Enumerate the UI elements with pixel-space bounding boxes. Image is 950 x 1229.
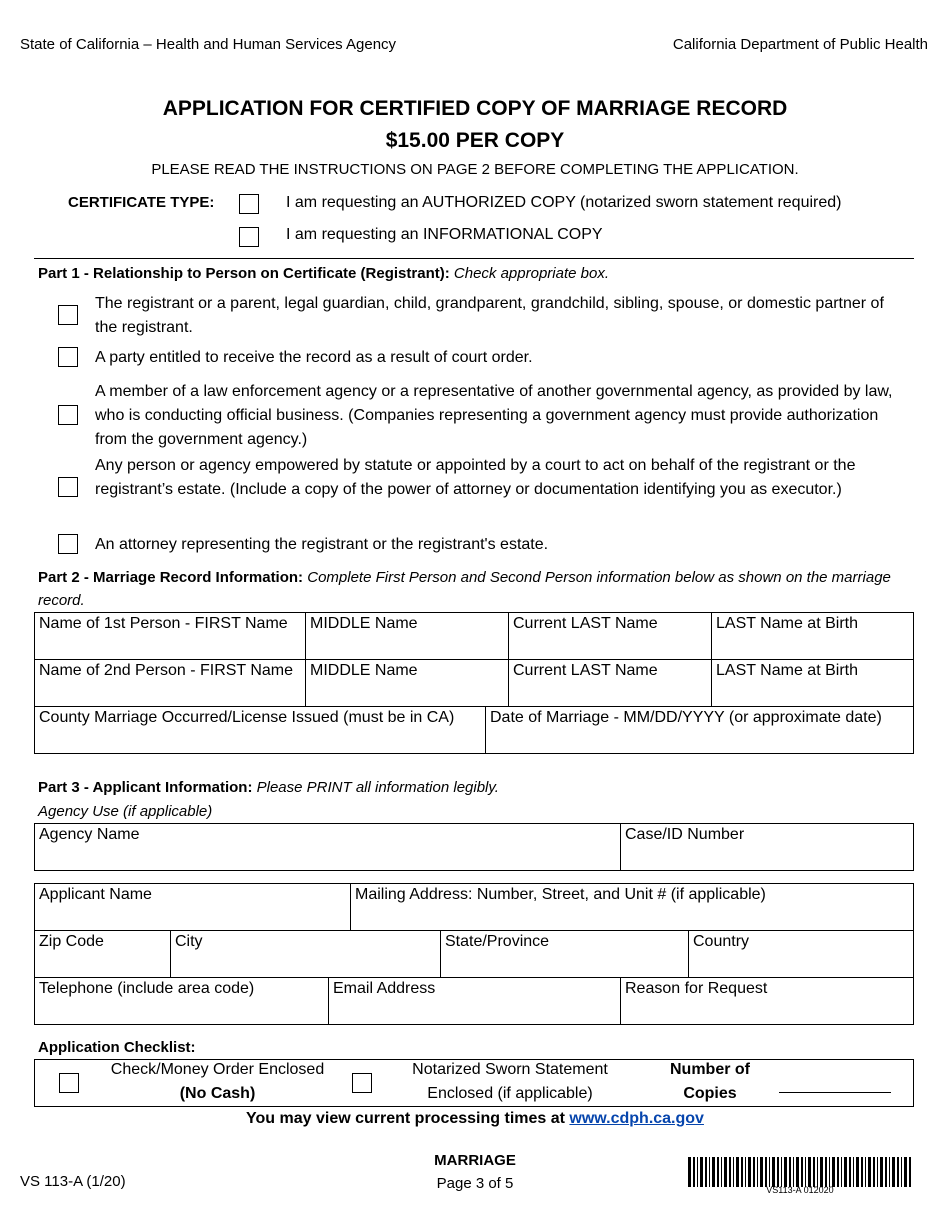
barcode-bar: [709, 1157, 710, 1187]
person2-first-name-field[interactable]: Name of 2nd Person - FIRST Name: [39, 662, 294, 679]
barcode-bar: [820, 1157, 823, 1187]
sworn-statement-checkbox[interactable]: [352, 1073, 372, 1093]
form-instructions: PLEASE READ THE INSTRUCTIONS ON PAGE 2 BEFORE COMPLETING THE APPLICATION.: [151, 161, 799, 178]
barcode-bar: [793, 1157, 794, 1187]
header-department: California Department of Public Health: [672, 36, 928, 53]
barcode-bar: [721, 1157, 722, 1187]
form-title: APPLICATION FOR CERTIFIED COPY OF MARRIAGE RECORD: [162, 97, 788, 120]
marriage-county-field[interactable]: County Marriage Occurred/License Issued (must be in CA): [39, 709, 455, 726]
barcode-bar: [697, 1157, 698, 1187]
barcode-bar: [733, 1157, 734, 1187]
barcode-bar: [904, 1157, 907, 1187]
barcode-bar: [777, 1157, 779, 1187]
part1-title: Part 1 - Relationship to Person on Certificate (Registrant):: [38, 265, 450, 282]
barcode-bar: [829, 1157, 830, 1187]
check-money-order-label: Check/Money Order Enclosed: [110, 1061, 325, 1078]
copies-label: Copies: [683, 1085, 737, 1102]
number-of-copies-input[interactable]: [779, 1092, 891, 1093]
checklist-heading: Application Checklist:: [38, 1039, 196, 1056]
part1-option-1: The registrant or a parent, legal guardian, child, grandparent, grandchild, sibling, spouse, or domestic partner of the registrant.: [95, 295, 884, 336]
person2-middle-name-field[interactable]: MIDDLE Name: [310, 662, 418, 679]
barcode-bar: [717, 1157, 719, 1187]
barcode-bar: [832, 1157, 835, 1187]
zip-code-field[interactable]: Zip Code: [39, 933, 104, 950]
country-field[interactable]: Country: [693, 933, 750, 950]
barcode-bar: [813, 1157, 815, 1187]
barcode-bars: [688, 1157, 912, 1187]
person1-first-name-field[interactable]: Name of 1st Person - FIRST Name: [39, 615, 288, 632]
barcode-bar: [724, 1157, 727, 1187]
barcode-bar: [865, 1157, 866, 1187]
marriage-record-grid: [34, 612, 914, 754]
barcode-bar: [765, 1157, 767, 1187]
barcode-bar: [741, 1157, 743, 1187]
authorized-copy-checkbox[interactable]: [239, 194, 259, 214]
barcode-bar: [856, 1157, 859, 1187]
barcode-bar: [748, 1157, 751, 1187]
person2-birth-last-name-field[interactable]: LAST Name at Birth: [716, 662, 858, 679]
footer-section: MARRIAGE: [434, 1152, 516, 1169]
person1-current-last-name-field[interactable]: Current LAST Name: [513, 615, 658, 632]
informational-copy-checkbox[interactable]: [239, 227, 259, 247]
applicant-grid: [34, 883, 914, 1025]
marriage-date-field[interactable]: Date of Marriage - MM/DD/YYYY (or approximate date): [490, 709, 882, 726]
barcode-bar: [861, 1157, 863, 1187]
barcode-bar: [700, 1157, 703, 1187]
part1-heading: [38, 265, 609, 282]
barcode-bar: [825, 1157, 827, 1187]
person1-birth-last-name-field[interactable]: LAST Name at Birth: [716, 615, 858, 632]
part1-checkbox-1[interactable]: [58, 305, 78, 325]
barcode-bar: [801, 1157, 803, 1187]
part1-checkbox-2[interactable]: [58, 347, 78, 367]
mailing-address-field[interactable]: Mailing Address: Number, Street, and Unit # (if applicable): [355, 886, 766, 903]
part1-checkbox-4[interactable]: [58, 477, 78, 497]
sworn-statement-label: Notarized Sworn Statement: [412, 1061, 608, 1078]
part1-option-2: A party entitled to receive the record as a result of court order.: [95, 349, 533, 366]
barcode-bar: [769, 1157, 770, 1187]
authorized-copy-label: I am requesting an AUTHORIZED COPY (notarized sworn statement required): [286, 194, 842, 211]
part1-checkbox-3[interactable]: [58, 405, 78, 425]
part2-heading: [38, 566, 908, 612]
footer-page-number: Page 3 of 5: [436, 1175, 514, 1192]
barcode-bar: [745, 1157, 746, 1187]
person1-middle-name-field[interactable]: MIDDLE Name: [310, 615, 418, 632]
barcode-bar: [885, 1157, 887, 1187]
barcode-bar: [880, 1157, 883, 1187]
state-province-field[interactable]: State/Province: [445, 933, 550, 950]
barcode-bar: [729, 1157, 731, 1187]
barcode-bar: [808, 1157, 811, 1187]
barcode: [688, 1157, 912, 1193]
barcode-bar: [897, 1157, 899, 1187]
person2-current-last-name-field[interactable]: Current LAST Name: [513, 662, 658, 679]
barcode-bar: [705, 1157, 707, 1187]
barcode-bar: [889, 1157, 890, 1187]
barcode-text: VS113-A 012020: [766, 1185, 834, 1195]
city-field[interactable]: City: [175, 933, 203, 950]
barcode-bar: [901, 1157, 902, 1187]
barcode-bar: [760, 1157, 763, 1187]
part1-note: Check appropriate box.: [453, 265, 609, 282]
barcode-bar: [909, 1157, 911, 1187]
barcode-bar: [712, 1157, 715, 1187]
telephone-field[interactable]: Telephone (include area code): [39, 980, 255, 997]
form-id: VS 113-A (1/20): [20, 1173, 126, 1190]
barcode-bar: [841, 1157, 842, 1187]
email-address-field[interactable]: Email Address: [333, 980, 436, 997]
check-money-order-checkbox[interactable]: [59, 1073, 79, 1093]
barcode-bar: [853, 1157, 854, 1187]
part1-option-3: A member of a law enforcement agency or a representative of another governmental agency, as provided by law, who is conducting official business. (Companies representing a government agency must provide authorization from the government agency.): [95, 383, 893, 448]
barcode-bar: [796, 1157, 799, 1187]
barcode-bar: [837, 1157, 839, 1187]
part2-note: Complete First Person and Second Person information below as shown on the marriage record.: [38, 569, 891, 609]
barcode-bar: [789, 1157, 791, 1187]
reason-for-request-field[interactable]: Reason for Request: [625, 980, 768, 997]
part3-heading: [38, 779, 499, 796]
barcode-bar: [877, 1157, 878, 1187]
part3-note: Please PRINT all information legibly.: [256, 779, 499, 796]
agency-grid: [34, 823, 914, 871]
processing-times: [0, 1110, 950, 1128]
part1-option-4: Any person or agency empowered by statute or appointed by a court to act on behalf of the registrant or the registrant’s estate. (Include a copy of the power of attorney or documentation identifying you as executor.): [95, 457, 856, 498]
agency-use-label: Agency Use (if applicable): [38, 803, 213, 820]
barcode-bar: [844, 1157, 847, 1187]
barcode-bar: [817, 1157, 818, 1187]
no-cash-label: (No Cash): [179, 1085, 256, 1102]
processing-times-text: You may view current processing times at: [246, 1110, 565, 1127]
sworn-statement-sublabel: Enclosed (if applicable): [427, 1085, 593, 1102]
barcode-bar: [753, 1157, 755, 1187]
part3-title: Part 3 - Applicant Information:: [38, 779, 253, 796]
barcode-bar: [736, 1157, 739, 1187]
barcode-bar: [873, 1157, 875, 1187]
section-divider: [34, 258, 914, 259]
barcode-bar: [688, 1157, 691, 1187]
applicant-name-field[interactable]: Applicant Name: [39, 886, 152, 903]
certificate-type-label: CERTIFICATE TYPE:: [68, 194, 215, 211]
case-id-field[interactable]: Case/ID Number: [625, 826, 745, 843]
barcode-bar: [868, 1157, 871, 1187]
part1-checkbox-5[interactable]: [58, 534, 78, 554]
part2-title: Part 2 - Marriage Record Information:: [38, 569, 304, 586]
agency-name-field[interactable]: Agency Name: [39, 826, 140, 843]
barcode-bar: [784, 1157, 787, 1187]
barcode-bar: [693, 1157, 695, 1187]
barcode-bar: [892, 1157, 895, 1187]
barcode-bar: [781, 1157, 782, 1187]
informational-copy-label: I am requesting an INFORMATIONAL COPY: [286, 226, 603, 243]
part1-option-5: An attorney representing the registrant or the registrant's estate.: [95, 536, 549, 553]
barcode-bar: [757, 1157, 758, 1187]
number-of-copies-label: Number of: [670, 1061, 750, 1078]
form-price: $15.00 PER COPY: [385, 129, 565, 152]
barcode-bar: [849, 1157, 851, 1187]
checklist-box: [34, 1059, 914, 1107]
barcode-bar: [772, 1157, 775, 1187]
cdph-website-link[interactable]: www.cdph.ca.gov: [569, 1110, 704, 1127]
barcode-bar: [805, 1157, 806, 1187]
header-agency: State of California – Health and Human Services Agency: [20, 36, 397, 53]
